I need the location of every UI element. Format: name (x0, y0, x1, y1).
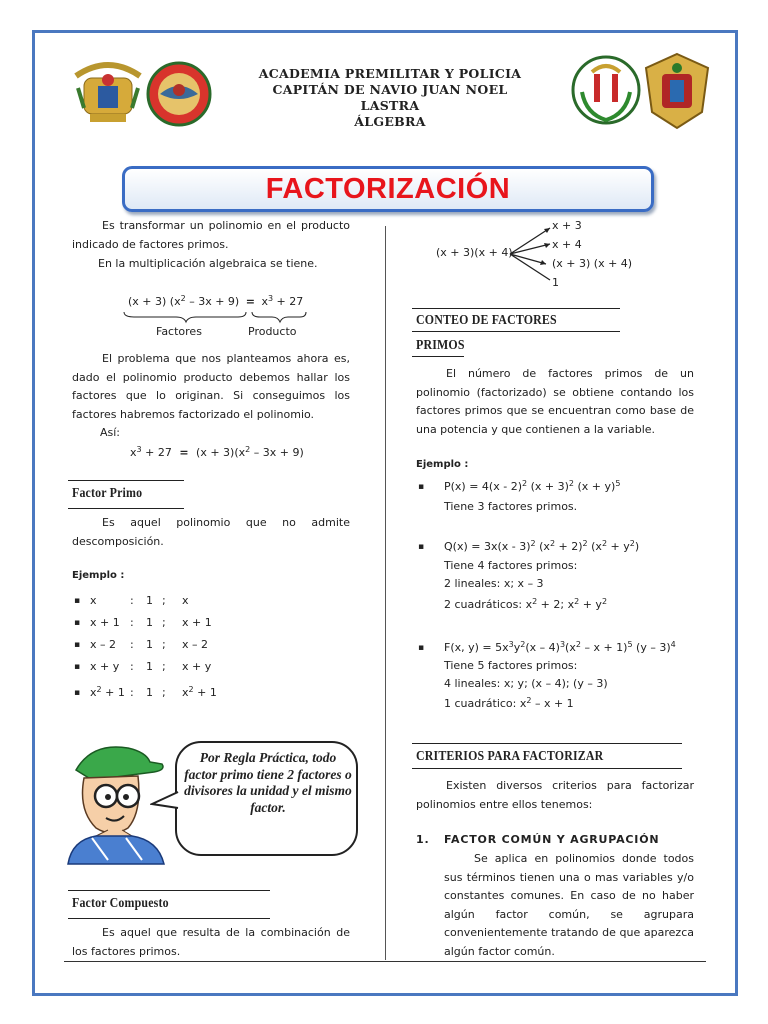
q-exp: 2 (582, 539, 588, 548)
eq1-left: (x + 3) (x (128, 295, 181, 308)
example-colon: : (130, 660, 134, 673)
example-self: x + 1 (182, 616, 212, 629)
example-self: x + y (182, 660, 212, 673)
tree-leaf: x + 3 (552, 219, 582, 232)
example-one: 1 (146, 594, 153, 607)
example-sep: ; (162, 660, 166, 673)
factor-primo-text: Es aquel polinomio que no admite descomposición. (72, 516, 350, 548)
example-one: 1 (146, 638, 153, 651)
example-self: x (182, 594, 189, 607)
tree-root: (x + 3)(x + 4) (436, 246, 513, 259)
p-note: Tiene 3 factores primos. (444, 500, 578, 513)
example-poly-base: x (90, 686, 97, 699)
eq1-equals: = (245, 295, 255, 308)
example-sep: ; (162, 616, 166, 629)
factor-primo-rule-top (68, 480, 184, 481)
q-note3-exp: 2 (601, 597, 608, 606)
f-note3-exp: 2 (526, 696, 532, 705)
factor-compuesto-heading: Factor Compuesto (72, 896, 169, 911)
conteo-text: El número de factores primos de un polinomio (factorizado) se obtiene contando los factores primos que se encuentran como base de una potencia y que contienen a la variable. (416, 367, 694, 436)
police-seal-right-2 (642, 52, 712, 130)
q-exp: 2 (629, 539, 635, 548)
equation-1 (128, 295, 303, 308)
p-part: (x + y) (574, 480, 616, 493)
item1-title: FACTOR COMÚN Y AGRUPACIÓN (444, 833, 660, 846)
column-divider (385, 226, 386, 960)
eq1-exp: 2 (180, 294, 186, 303)
conteo-heading-line1: CONTEO DE FACTORES (416, 313, 557, 328)
q-exp: 2 (601, 539, 608, 548)
eq1-mid: – 3x + 9) (185, 295, 240, 308)
example-poly-exp: 2 (96, 685, 102, 694)
q-note-3 (444, 598, 607, 611)
problem-paragraph: El problema que nos planteamos ahora es, dado el polinomio producto debemos hallar los factores que lo originan. Si conseguimos los factores habremos factorizado el polinomio. (72, 352, 350, 421)
p-exp: 5 (615, 479, 621, 488)
ejemplo-label-left: Ejemplo : (72, 570, 125, 581)
example-p (444, 480, 620, 493)
q-part: (x (587, 540, 602, 553)
header-captain: CAPITÁN DE NAVIO JUAN NOEL LASTRA (272, 82, 508, 113)
f-exp: 2 (575, 640, 581, 649)
q-note3-exp: 2 (574, 597, 580, 606)
f-note3-part: – x + 1 (531, 697, 574, 710)
equation-2 (130, 446, 304, 459)
q-part: ) (634, 540, 640, 553)
header-subject: ÁLGEBRA (354, 114, 426, 129)
f-note3-part: 1 cuadrático: x (444, 697, 527, 710)
f-part: y (513, 641, 521, 654)
criterios-rule-top (412, 743, 682, 744)
example-self: x – 2 (182, 638, 209, 651)
header-academy: ACADEMIA PREMILITAR Y POLICIA (258, 66, 522, 81)
intro-paragraph: Es transformar un polinomio en el producto indicado de factores primos. (72, 219, 350, 251)
f-part: (x – 4) (525, 641, 560, 654)
q-part: + 2) (555, 540, 583, 553)
example-poly: x – 2 (90, 638, 117, 651)
p-exp: 2 (568, 479, 574, 488)
f-note-2: 4 lineales: x; y; (x – 4); (y – 3) (444, 677, 608, 690)
q-note3-part: + y (579, 598, 602, 611)
factor-compuesto-rule-bottom (68, 918, 270, 919)
f-exp: 2 (520, 640, 526, 649)
academy-seal-left-2 (146, 60, 212, 128)
eq1-right-exp: 3 (267, 294, 274, 303)
bullet: ▪ (74, 640, 81, 650)
example-colon: : (130, 638, 134, 651)
tree-leaf: x + 4 (552, 238, 582, 251)
p-exp: 2 (522, 479, 528, 488)
factor-compuesto-text: Es aquel que resulta de la combinación de los factores primos. (72, 926, 350, 958)
example-one: 1 (146, 616, 153, 629)
example-poly: x (90, 594, 97, 607)
example-f (444, 641, 676, 654)
conteo-rule-mid (412, 331, 620, 332)
example-poly: x + y (90, 660, 120, 673)
bullet: ▪ (74, 596, 81, 606)
bullet: ▪ (418, 542, 425, 552)
criterios-text: Existen diversos criterios para factorizar polinomios entre ellos tenemos: (416, 779, 694, 811)
q-note-2: 2 lineales: x; x – 3 (444, 577, 544, 590)
factor-primo-heading: Factor Primo (72, 486, 143, 501)
f-part: F(x, y) = 5x (444, 641, 509, 654)
criterios-heading: CRITERIOS PARA FACTORIZAR (416, 749, 604, 764)
eq2-equals: = (179, 446, 189, 459)
eq2-a: x (130, 446, 137, 459)
example-q (444, 540, 639, 553)
tree-branches (508, 224, 558, 288)
f-exp: 5 (627, 640, 633, 649)
example-one: 1 (146, 660, 153, 673)
example-colon: : (130, 616, 134, 629)
bullet: ▪ (74, 618, 81, 628)
example-self-tail: + 1 (193, 686, 217, 699)
f-exp: 3 (559, 640, 566, 649)
conteo-rule-bottom (412, 356, 464, 357)
example-poly (90, 686, 125, 699)
asi-label: Así: (100, 426, 121, 439)
academy-seal-left-1 (70, 58, 146, 128)
f-note-1: Tiene 5 factores primos: (444, 659, 578, 672)
f-note-3 (444, 697, 574, 710)
tree-leaf: 1 (552, 276, 559, 289)
bullet: ▪ (74, 662, 81, 672)
example-sep: ; (162, 686, 166, 699)
example-colon: : (130, 594, 134, 607)
f-exp: 4 (670, 640, 676, 649)
q-exp: 2 (530, 539, 536, 548)
conteo-heading-line2: PRIMOS (416, 338, 465, 353)
item1-text: Se aplica en polinomios donde todos sus términos tienen una o mas variables y/o constantes comunes. En caso de no haber algún factor común, se agrupara convenientemente tratando de que aparezca algún factor común. (444, 852, 694, 958)
q-note3-part: + 2; x (537, 598, 575, 611)
q-note3-exp: 2 (532, 597, 538, 606)
q-exp: 2 (549, 539, 556, 548)
tip-text: Por Regla Práctica, todo factor primo tiene 2 factores o divisores la unidad y el mismo factor. (184, 750, 352, 815)
eq1-right-a: x (261, 295, 268, 308)
factor-compuesto-rule-top (68, 890, 270, 891)
tree-leaf: (x + 3) (x + 4) (552, 257, 633, 270)
bullet: ▪ (418, 643, 425, 653)
q-part: (x (535, 540, 550, 553)
eq2-b: + 27 (141, 446, 172, 459)
header-block (250, 66, 530, 130)
eq2-exp-c: 2 (245, 445, 251, 454)
q-note3-part: 2 cuadráticos: x (444, 598, 533, 611)
factor-primo-rule-bottom (68, 508, 184, 509)
example-colon: : (130, 686, 134, 699)
example-sep: ; (162, 594, 166, 607)
q-part: Q(x) = 3x(x - 3) (444, 540, 531, 553)
bullet: ▪ (418, 482, 425, 492)
intro-line-2: En la multiplicación algebraica se tiene. (98, 257, 318, 270)
p-part: P(x) = 4(x - 2) (444, 480, 522, 493)
eq1-right-b: + 27 (273, 295, 304, 308)
bullet: ▪ (74, 688, 81, 698)
f-part: (y – 3) (632, 641, 671, 654)
underbraces (120, 310, 310, 324)
item1-number: 1. (416, 833, 430, 846)
example-sep: ; (162, 638, 166, 651)
f-part: (x (565, 641, 576, 654)
title-banner (122, 166, 654, 212)
label-producto: Producto (248, 325, 297, 338)
label-factores: Factores (156, 325, 202, 338)
p-part: (x + 3) (527, 480, 569, 493)
ejemplo-label-right: Ejemplo : (416, 459, 469, 470)
eq2-c: (x + 3)(x (196, 446, 246, 459)
f-exp: 3 (508, 640, 514, 649)
eq2-d: – 3x + 9) (250, 446, 304, 459)
speech-bubble-tail (150, 790, 180, 812)
example-self-exp: 2 (188, 685, 194, 694)
eq2-exp-a: 3 (136, 445, 142, 454)
page-title: FACTORIZACIÓN (265, 173, 511, 205)
example-one: 1 (146, 686, 153, 699)
army-seal-right-1 (570, 52, 642, 128)
example-poly: x + 1 (90, 616, 120, 629)
conteo-rule-top (412, 308, 620, 309)
criterios-rule-bottom (412, 768, 682, 769)
example-self (182, 686, 217, 699)
q-note-1: Tiene 4 factores primos: (444, 559, 578, 572)
example-self-base: x (182, 686, 189, 699)
example-poly-tail: + 1 (101, 686, 125, 699)
f-part: – x + 1) (580, 641, 628, 654)
q-part: + y (607, 540, 630, 553)
